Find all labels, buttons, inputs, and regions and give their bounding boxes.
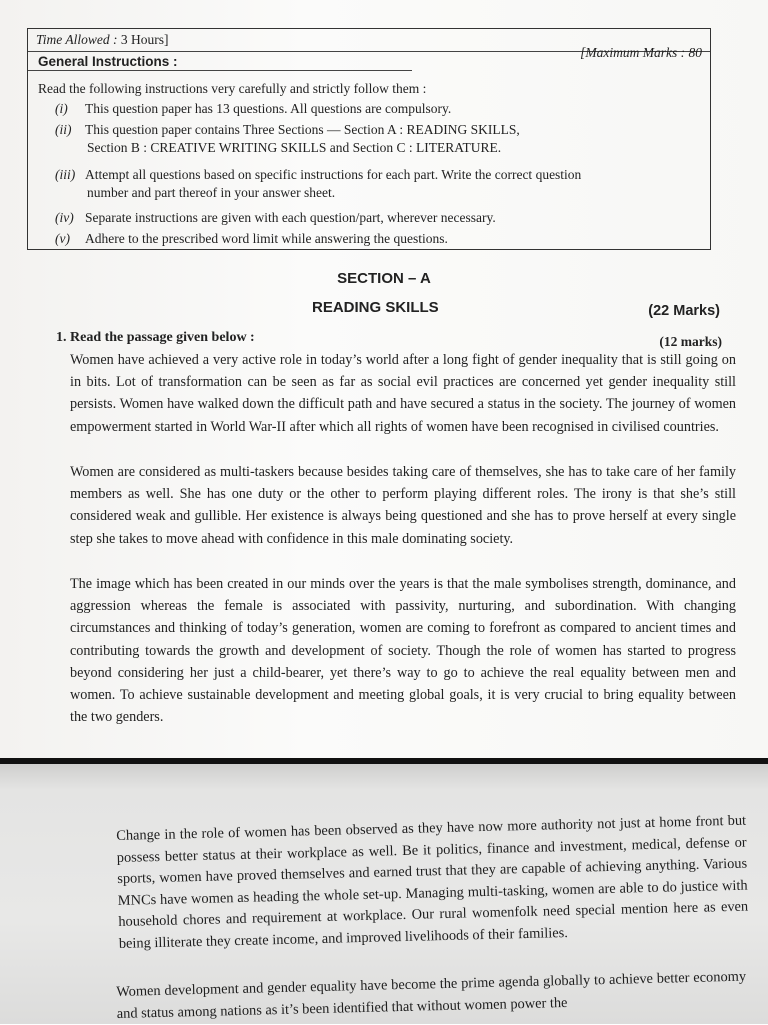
divider <box>28 70 412 71</box>
instruction-item: (v) Adhere to the prescribed word limit while answering the questions. <box>55 231 448 246</box>
time-allowed: Time Allowed : 3 Hours] <box>36 32 169 47</box>
instruction-item: (i) This question paper has 13 questions. All questions are compulsory. <box>55 101 452 116</box>
instructions-box <box>27 28 711 250</box>
page-bottom <box>0 764 768 1024</box>
question-marks: (12 marks) <box>659 334 722 349</box>
section-subtitle: READING SKILLS <box>312 299 439 316</box>
section-marks: (22 Marks) <box>648 303 720 319</box>
instructions-lead: Read the following instructions very carefully and strictly follow them : <box>38 81 427 96</box>
instructions-header <box>28 29 710 60</box>
instruction-item: (ii) This question paper contains Three Sections — Section A : READING SKILLS, Section B : CREATIVE WRITING SKILLS and Section C : LITERATURE. <box>55 122 520 155</box>
instructions-title: General Instructions : <box>38 54 178 69</box>
passage-paragraph: Women have achieved a very active role in today’s world after a long fight of gender inequality that is still going on in bits. Lot of transformation can be seen as far as social evil practices are concerned yet gender inequality still persists. Women have walked down the difficult path and have secured a status in the society. The journey of women empowerment started in World War-II after which all rights of women have been recognised in civilised countries. <box>70 352 736 435</box>
question-label: 1. Read the passage given below : <box>56 330 255 345</box>
passage-paragraph: Women are considered as multi-taskers because besides taking care of themselves, she has to take care of her family members as well. She has one duty or the other to perform playing different roles. The irony is that she’s still considered weak and gullible. Her existence is always being questioned and she has to prove herself at every single step she takes to move ahead with confidence in this male dominating society. <box>70 464 736 547</box>
instruction-item: (iii) Attempt all questions based on specific instructions for each part. Write the correct question number and part thereof in your answer sheet. <box>55 167 582 200</box>
maximum-marks: [Maximum Marks : 80 <box>580 45 702 60</box>
instruction-item: (iv) Separate instructions are given with each question/part, wherever necessary. <box>55 210 496 225</box>
passage-paragraph: Change in the role of women has been observed as they have now more authority not just at home front but possess better status at their workplace as well. Be it politics, finance and investment, medical, defense or sports, women have proved themselves and earned trust that they are capable of achieving anything. Various MNCs have women as heading the whole set-up. Managing multi-tasking, women are able to do justice with household chores and requirement at workplace. Our rural womenfolk need special mention here as even being illiterate they create income, and improved livelihoods of their families. <box>116 812 749 952</box>
passage-paragraph: The image which has been created in our minds over the years is that the male symbolises strength, dominance, and aggression whereas the female is associated with passivity, nurturing, and subordination. With changing circumstances and thinking of today’s generation, women are coming to forefront as compared to ancient times and contributing towards the growth and development of society. Though the role of women has started to progress beyond considering her just a child-bearer, yet there’s way to go to achieve the real equality between men and women. To achieve sustainable development and meeting global goals, it is very crucial to bring equality between the two genders. <box>70 576 736 726</box>
section-title: SECTION – A <box>337 270 431 287</box>
passage-paragraph: Women development and gender equality have become the prime agenda globally to achieve better economy and status among nations as it’s been identified that without women power the <box>116 968 747 1022</box>
